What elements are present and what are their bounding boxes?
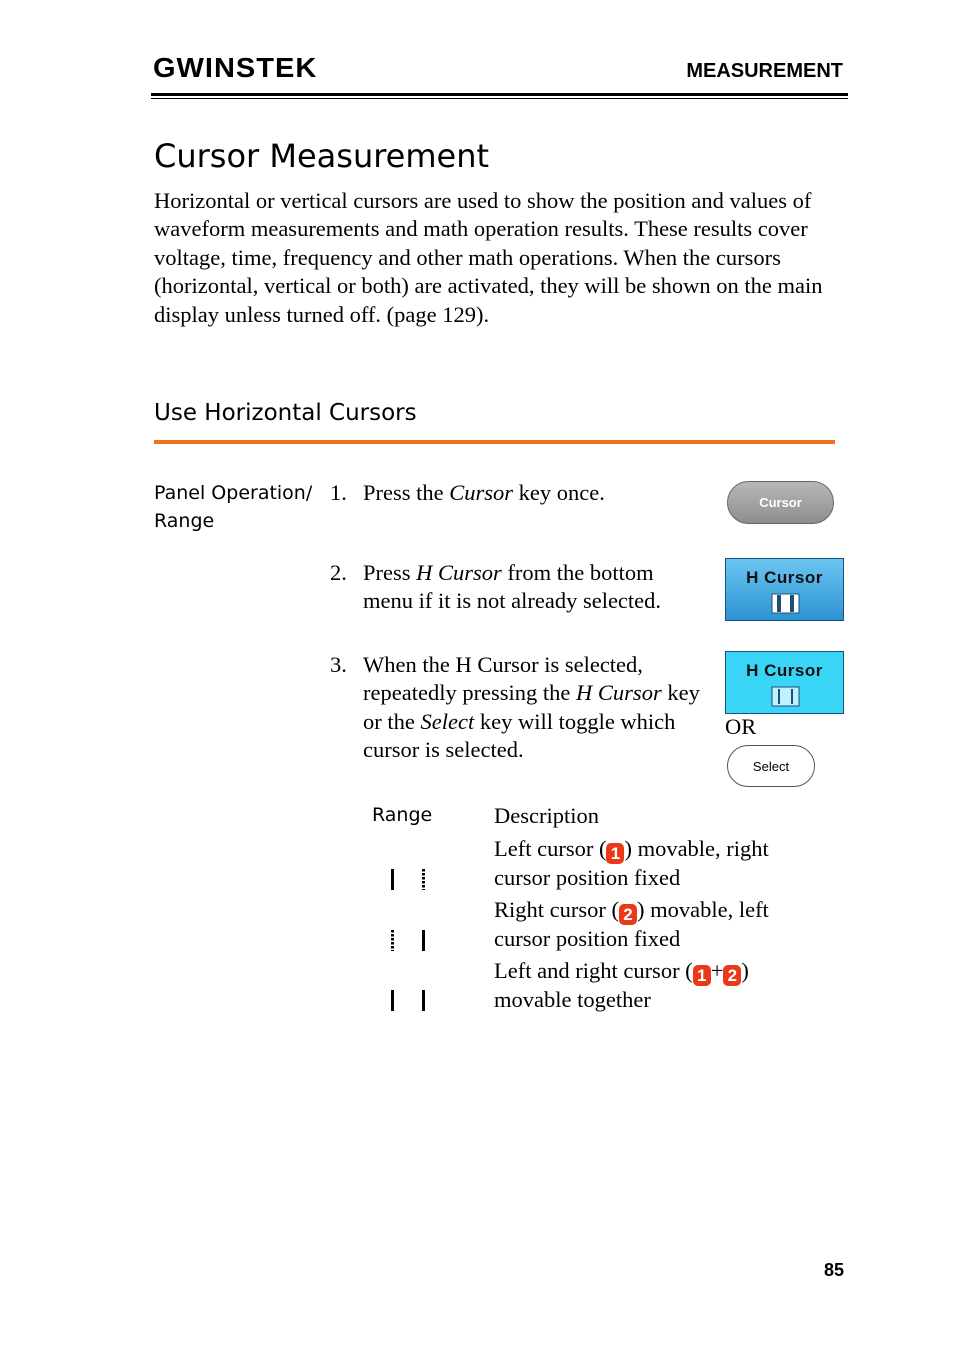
- or-label: OR: [725, 714, 757, 739]
- brand-logo: GWINSTEK: [153, 53, 318, 84]
- step-2-before: Press: [363, 560, 417, 585]
- select-key-button[interactable]: Select: [727, 745, 815, 787]
- range-column-header: Range: [372, 804, 433, 826]
- description-column-header: Description: [494, 803, 599, 828]
- step-1-before: Press the: [363, 480, 450, 505]
- panel-operation-label: [154, 479, 312, 535]
- cursor-2-badge: 2: [619, 904, 637, 925]
- step-3-before: When the H Cursor is selected, repeatedly pressing the: [363, 652, 643, 706]
- step-2-text: [363, 559, 703, 616]
- intro-paragraph: Horizontal or vertical cursors are used to show the position and values of waveform measurements and math operation results. These results cover voltage, time, frequency and other math operations. When the cursors (horizontal, vertical or both) are activated, they will be shown on the main display unless turned off. (page 129).: [154, 188, 823, 327]
- cursor-pair-icon: [771, 686, 800, 707]
- cursor-1-badge: 1: [693, 965, 711, 986]
- header-divider-thin: [151, 98, 848, 99]
- both-cursors-movable-icon: [385, 987, 435, 1017]
- row-1-pre: Left cursor (: [494, 836, 607, 861]
- subheading-rule: [154, 440, 835, 444]
- row-2-post: ) movable, left cursor position fixed: [494, 897, 769, 951]
- step-3-key2: Select: [420, 708, 475, 734]
- page-number: 85: [823, 1260, 844, 1280]
- cursor-2-badge: 2: [723, 965, 741, 986]
- step-1-after: key once.: [513, 480, 605, 505]
- panel-operation-line1: Panel Operation/: [154, 482, 313, 504]
- cursor-1-badge: 1: [606, 843, 624, 864]
- step-3-middle: key or the: [363, 680, 700, 734]
- left-cursor-movable-icon: [385, 866, 435, 896]
- page-title: Cursor Measurement: [154, 137, 490, 175]
- row-3-post: ) movable together: [494, 958, 749, 1012]
- range-row-3-description: [494, 957, 824, 1014]
- step-2-number: 2.: [330, 560, 347, 585]
- section-label: MEASUREMENT: [686, 60, 843, 82]
- step-3-text: [363, 651, 703, 765]
- step-2-after: from the bottom menu if it is not already selected.: [363, 560, 662, 614]
- range-row-1-description: [494, 835, 824, 892]
- step-2-key: H Cursor: [416, 560, 502, 585]
- h-cursor-softkey[interactable]: [725, 558, 844, 621]
- both-cursors-icon: [771, 593, 800, 614]
- cursor-key-button[interactable]: Cursor: [727, 481, 834, 524]
- row-2-pre: Right cursor (: [494, 897, 619, 922]
- step-3-after: key will toggle which cursor is selected.: [363, 708, 676, 763]
- h-cursor-softkey-alt[interactable]: [725, 651, 844, 714]
- step-1-text: [363, 479, 703, 507]
- h-cursor-label: H Cursor: [746, 568, 823, 587]
- subheading: Use Horizontal Cursors: [154, 400, 417, 426]
- row-3-pre: Left and right cursor (: [494, 958, 693, 983]
- step-3-key: H Cursor: [576, 680, 662, 706]
- range-row-2-description: [494, 896, 824, 953]
- row-3-plus: +: [710, 958, 724, 983]
- header-divider: [151, 93, 848, 96]
- panel-operation-line2: Range: [154, 510, 215, 532]
- h-cursor-label-alt: H Cursor: [746, 661, 823, 680]
- step-1-key: Cursor: [449, 480, 514, 505]
- right-cursor-movable-icon: [385, 927, 435, 957]
- row-1-post: ) movable, right cursor position fixed: [494, 836, 769, 890]
- step-3-number: 3.: [330, 652, 347, 677]
- step-1-number: 1.: [330, 480, 347, 505]
